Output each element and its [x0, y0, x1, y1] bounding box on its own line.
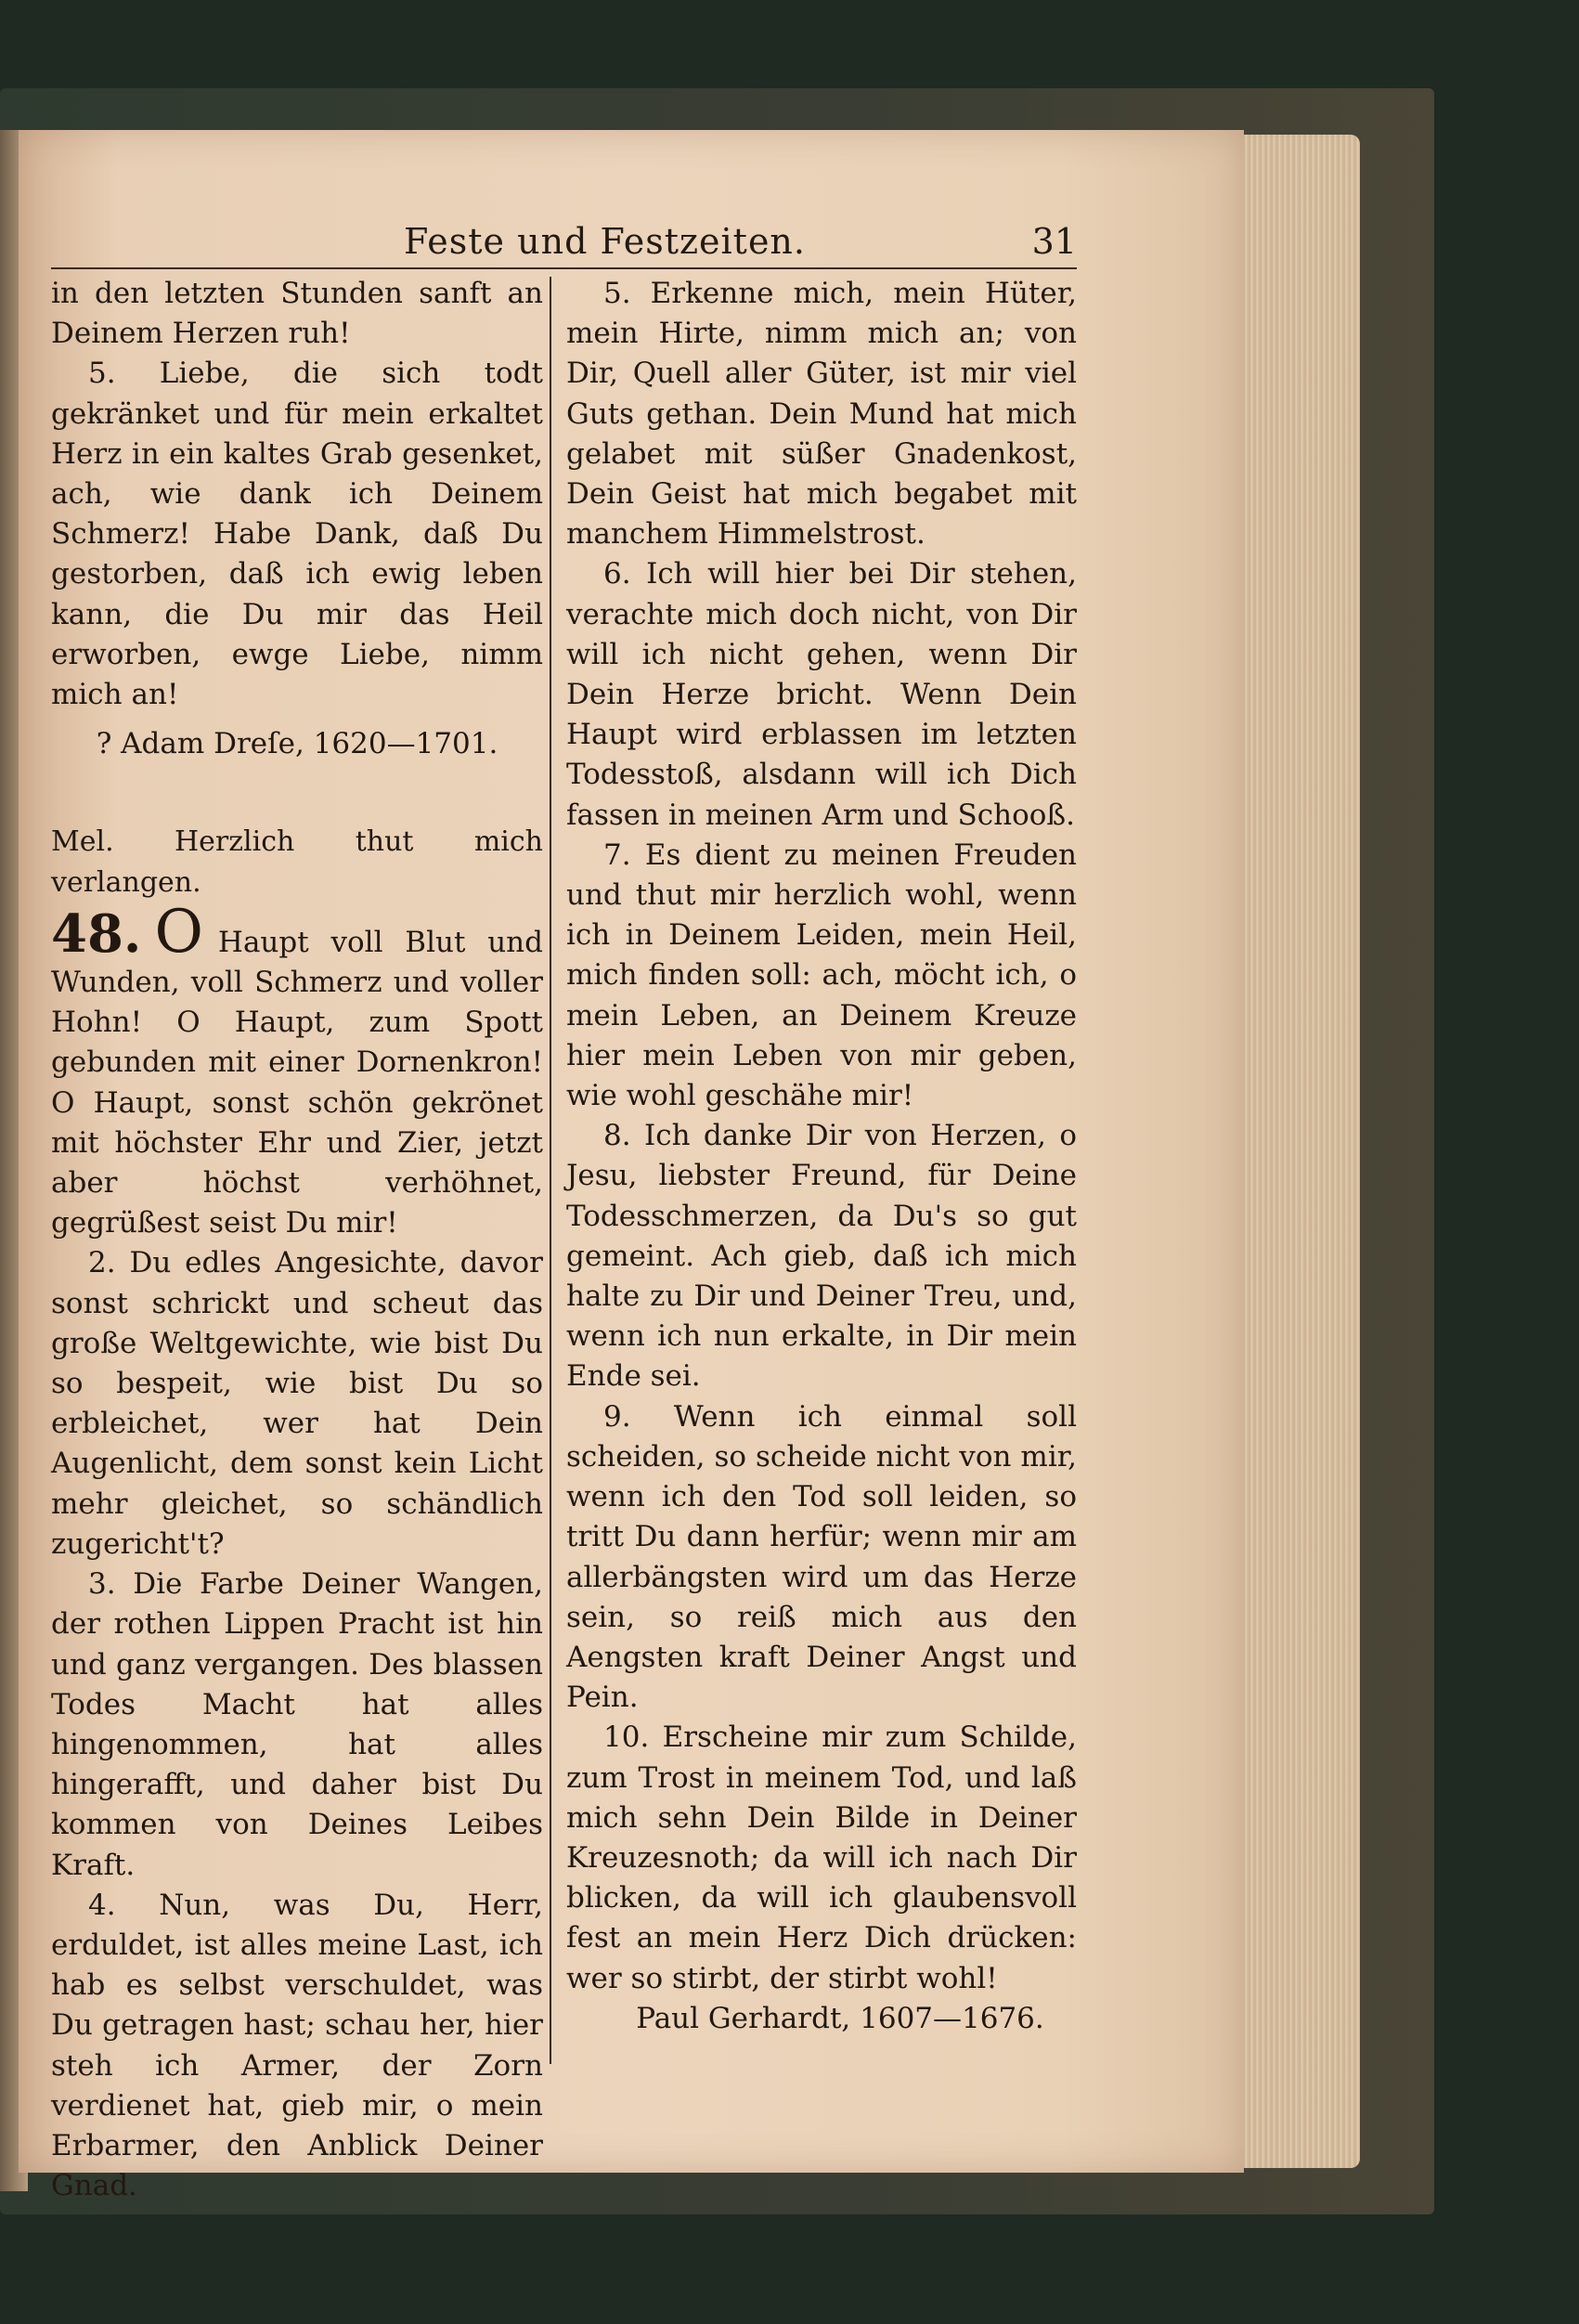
verse-5-left: 5. Liebe, die sich todt gekränket und für mein erkaltet Herz in ein kaltes Grab gesenket, ach, wie dank ich Deinem Schmerz! Habe Dank, daß Du gestorben, daß ich ewig leben kann, die Du mir das Heil erworben, ewge Liebe, nimm mich an! [51, 357, 543, 712]
verse-8: 8. Ich danke Dir von Herzen, o Jesu, liebster Freund, für Deine Todesschmerzen, da Du's so gut gemeint. Ach gieb, daß ich mich halte zu Dir und Deiner Treu, und, wenn ich nun erkalte, in Dir mein Ende sei. [566, 1119, 1077, 1394]
running-header [51, 214, 1077, 269]
melody-line: Mel. Herzlich thut mich verlangen. [51, 825, 543, 899]
page-number: 31 [1031, 221, 1077, 262]
verse-1-text: Haupt voll Blut und Wunden, voll Schmerz und voller Hohn! O Haupt, zum Spott gebunden mit einer Dornenkron! O Haupt, sonst schön gekrönet mit höchster Ehr und Zier, jetzt aber höchst verhöhnet, gegrüßest seist Du mir! [51, 925, 543, 1240]
verse-6: 6. Ich will hier bei Dir stehen, verachte mich doch nicht, von Dir will ich nicht gehen, wenn Dir Dein Herze bricht. Wenn Dein Haupt wird erblassen im letzten Todesstoß, alsdann will ich Dich fassen in meinen Arm und Schooß. [566, 557, 1077, 832]
right-column [566, 274, 1077, 2039]
column-divider [550, 277, 551, 2064]
verse-9: 9. Wenn ich einmal soll scheiden, so scheide nicht von mir, wenn ich den Tod soll leiden, so tritt Du dann herfür; wenn mir am allerbängsten wird um das Herze sein, so reiß mich aus den Aengsten kraft Deiner Angst und Pein. [566, 1399, 1077, 1715]
header-rule [51, 267, 1077, 269]
verse-continuation: in den letzten Stunden sanft an Deinem Herzen ruh! [51, 277, 543, 351]
attribution-left: ? Adam Dreſe, 1620—1701. [96, 727, 498, 761]
page-edges [1230, 135, 1360, 2168]
attribution-right: Paul Gerhardt, 1607—1676. [636, 2001, 1044, 2035]
verse-2: 2. Du edles Angesichte, davor sonst schrickt und scheut das große Weltgewichte, wie bist Du so bespeit, wie bist Du so erbleichet, wer hat Dein Augenlicht, dem sonst kein Licht mehr gleichet, so schändlich zugericht't? [51, 1246, 543, 1561]
verse-10: 10. Erscheine mir zum Schilde, zum Trost in meinem Tod, und laß mich sehn Dein Bilde in Deiner Kreuzesnoth; da will ich nach Dir blicken, da will ich glaubensvoll fest an mein Herz Dich drücken: wer so stirbt, der stirbt wohl! [566, 1720, 1077, 1995]
drop-initial: O [154, 897, 203, 967]
verse-3: 3. Die Farbe Deiner Wangen, der rothen Lippen Pracht ist hin und ganz vergangen. Des blassen Todes Macht hat alles hingenommen, hat alles hingerafft, und daher bist Du kommen von Deines Leibes Kraft. [51, 1567, 543, 1882]
left-column [51, 274, 543, 2206]
verse-5-right: 5. Erkenne mich, mein Hüter, mein Hirte, nimm mich an; von Dir, Quell aller Güter, ist mir viel Guts gethan. Dein Mund hat mich gelabet mit süßer Gnadenkost, Dein Geist hat mich begabet mit manchem Himmelstrost. [566, 277, 1077, 552]
verse-4: 4. Nun, was Du, Herr, erduldet, ist alles meine Last, ich hab es selbst verschuldet, was Du getragen hast; schau her, hier steh ich Armer, der Zorn verdienet hat, gieb mir, o mein Erbarmer, den Anblick Deiner Gnad. [51, 1888, 543, 2203]
hymn-48-verse-1 [51, 897, 543, 1244]
verse-7: 7. Es dient zu meinen Freuden und thut mir herzlich wohl, wenn ich in Deinem Leiden, mein Heil, mich finden soll: ach, möcht ich, o mein Leben, an Deinem Kreuze hier mein Leben von mir geben, wie wohl geschähe mir! [566, 837, 1077, 1113]
running-title: Feste und Festzeiten. [404, 221, 806, 262]
hymn-number: 48. [51, 902, 142, 965]
